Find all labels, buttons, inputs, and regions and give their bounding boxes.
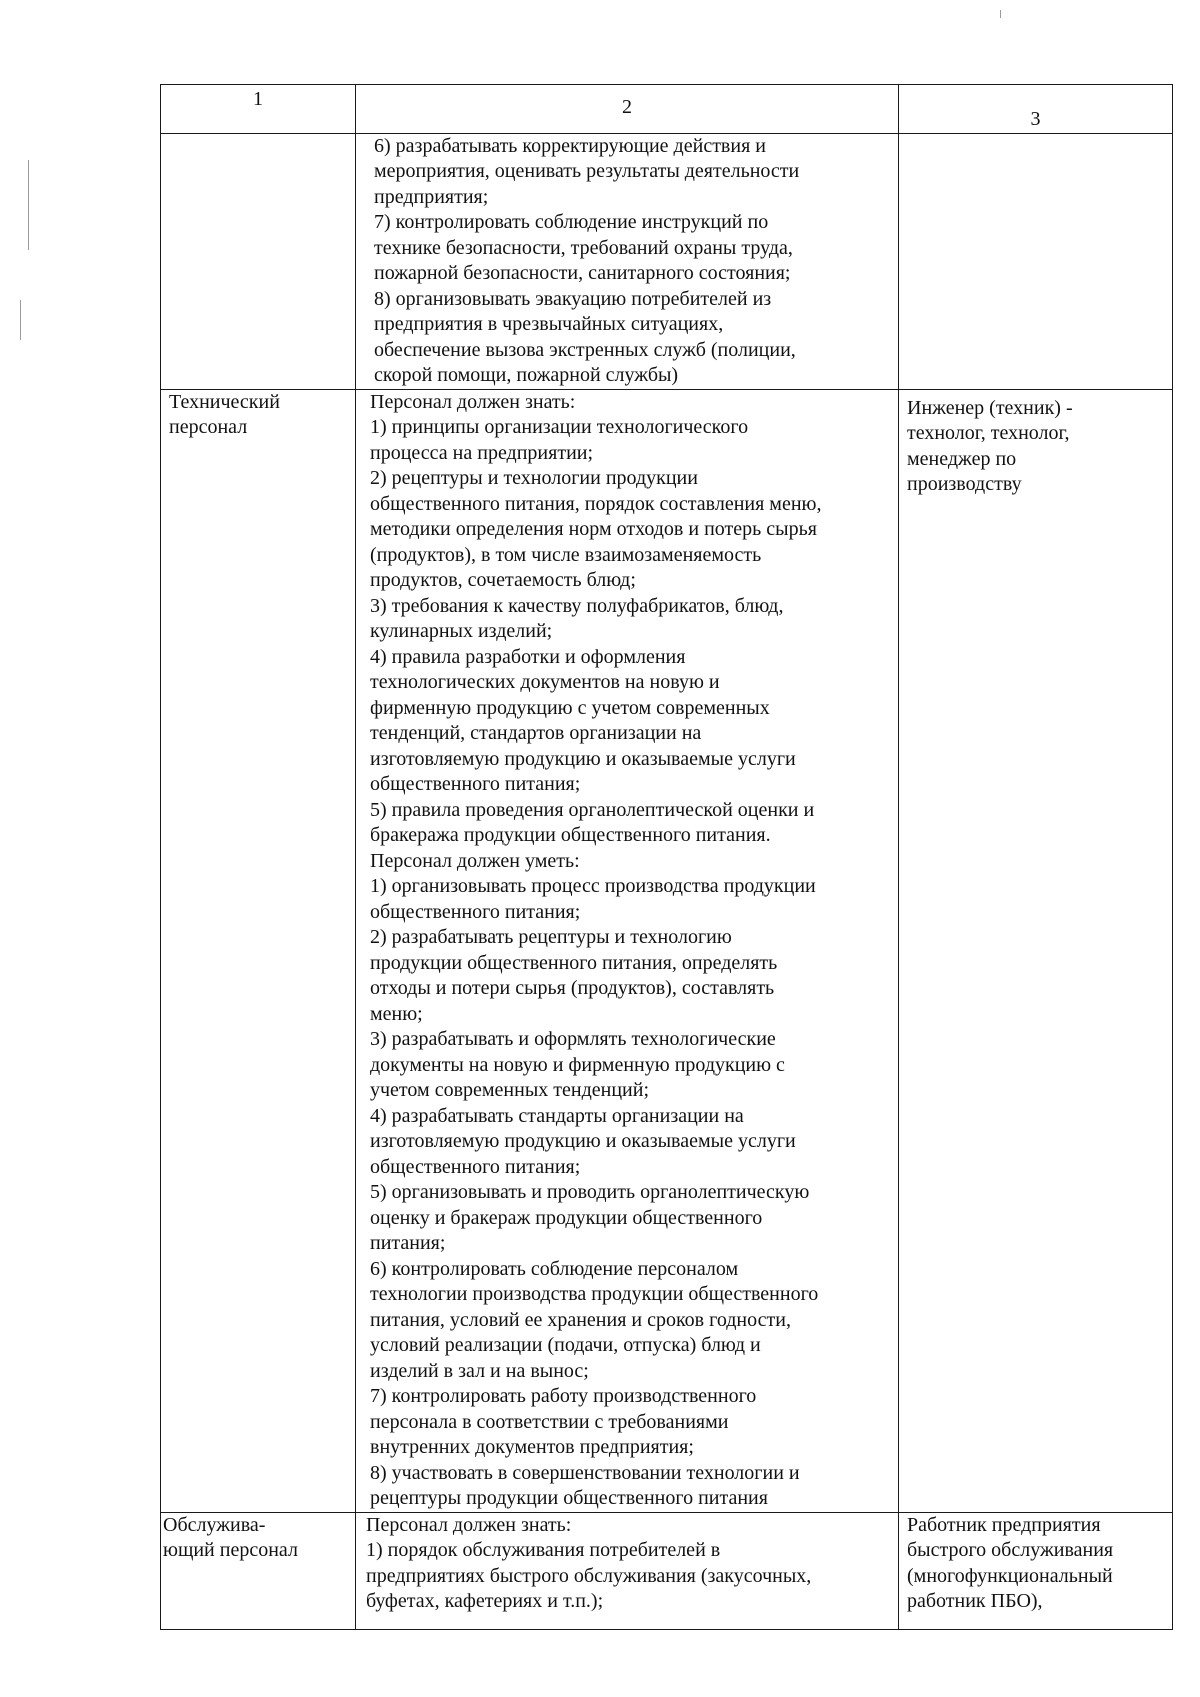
text-line: технологических документов на новую и (370, 671, 720, 693)
text-line: менеджер по (907, 447, 1017, 470)
text-line: методики определения норм отходов и потерь сырья (370, 518, 817, 540)
text-line: 2) рецептуры и технологии продукции (370, 467, 698, 489)
text-line: Персонал должен уметь: (370, 849, 580, 872)
text-line: 5) организовывать и проводить органолептическую (370, 1181, 810, 1203)
text-line: технике безопасности, требований охраны труда, (374, 236, 793, 259)
text-line: пожарной безопасности, санитарного состояния; (374, 262, 791, 284)
text-line: процесса на предприятии; (370, 441, 594, 464)
text-line: Персонал должен знать: (370, 390, 576, 413)
text-line: Обслужива- (163, 1513, 266, 1536)
header-number-2: 2 (622, 96, 632, 118)
scan-artifact (20, 300, 21, 340)
text-line: изделий в зал и на вынос; (370, 1359, 589, 1382)
text-line: 1) порядок обслуживания потребителей в (366, 1539, 721, 1561)
text-line: 8) участвовать в совершенствовании технологии и (370, 1461, 800, 1484)
text-line: отходы и потери сырья (продуктов), составлять (370, 977, 775, 999)
text-line: 6) разрабатывать корректирующие действия и (374, 134, 766, 157)
text-line: буфетах, кафетериях и т.п.); (366, 1590, 604, 1612)
header-number-3: 3 (1030, 108, 1041, 130)
competency-table (160, 84, 1173, 1630)
text-line: Инженер (техник) - (907, 396, 1073, 419)
text-line: продуктов, сочетаемость блюд; (370, 569, 636, 591)
text-line: (многофункциональный (907, 1564, 1113, 1587)
text-line: продукции общественного питания, определять (370, 951, 778, 974)
text-line: общественного питания; (370, 773, 581, 795)
staff-category-cell (161, 1512, 356, 1629)
text-line: предприятиях быстрого обслуживания (закусочных, (366, 1564, 812, 1587)
scan-artifact (28, 160, 29, 250)
text-line: технологии производства продукции общественного (370, 1283, 819, 1305)
table-row-technical-staff (161, 389, 1173, 1512)
text-line: 8) организовывать эвакуацию потребителей из (374, 287, 772, 310)
text-line: оценку и бракераж продукции общественного (370, 1206, 763, 1229)
text-line: общественного питания; (370, 900, 581, 923)
text-line: быстрого обслуживания (907, 1539, 1114, 1561)
text-line: тенденций, стандартов организации на (370, 722, 702, 744)
text-line: предприятия; (374, 185, 489, 208)
text-line: изготовляемую продукцию и оказываемые услуги (370, 747, 796, 770)
text-line: общественного питания; (370, 1155, 581, 1178)
text-line: фирменную продукцию с учетом современных (370, 696, 770, 719)
text-line: 1) организовывать процесс производства продукции (370, 875, 816, 897)
text-line: изготовляемую продукцию и оказываемые услуги (370, 1130, 796, 1152)
text-line: питания; (370, 1232, 446, 1254)
header-cell-3 (899, 85, 1173, 134)
text-line: документы на новую и фирменную продукцию с (370, 1053, 785, 1076)
header-cell-1 (161, 85, 356, 134)
text-line: 7) контролировать соблюдение инструкций по (374, 211, 769, 233)
text-line: учетом современных тенденций; (370, 1079, 650, 1101)
document-table-container (160, 84, 1172, 1630)
text-line: питания, условий ее хранения и сроков годности, (370, 1308, 791, 1331)
competencies-cell (356, 389, 899, 1512)
text-line: условий реализации (подачи, отпуска) блюд и (370, 1334, 761, 1356)
text-line: Персонал должен знать: (366, 1513, 572, 1536)
text-line: бракеража продукции общественного питания. (370, 824, 771, 846)
header-cell-2 (356, 85, 899, 134)
text-line: 7) контролировать работу производственного (370, 1385, 757, 1407)
text-line: персонал (169, 416, 248, 438)
staff-category-cell (161, 389, 356, 1512)
text-line: кулинарных изделий; (370, 620, 553, 642)
text-line: ющий персонал (163, 1539, 298, 1561)
text-line: скорой помощи, пожарной службы) (374, 364, 679, 386)
text-line: 4) разрабатывать стандарты организации на (370, 1104, 744, 1127)
header-number-1: 1 (253, 88, 263, 110)
text-line: 3) требования к качеству полуфабрикатов, блюд, (370, 594, 784, 617)
text-line: внутренних документов предприятия; (370, 1436, 694, 1458)
positions-cell (899, 133, 1173, 389)
text-line: 3) разрабатывать и оформлять технологические (370, 1028, 776, 1050)
text-line: 1) принципы организации технологического (370, 416, 749, 438)
text-line: 5) правила проведения органолептической оценки и (370, 798, 815, 821)
text-line: 4) правила разработки и оформления (370, 645, 686, 668)
text-line: Работник предприятия (907, 1513, 1101, 1536)
text-line: 6) контролировать соблюдение персоналом (370, 1257, 739, 1280)
competencies-cell (356, 1512, 899, 1629)
positions-cell (899, 389, 1173, 1512)
scan-artifact (1000, 10, 1001, 18)
table-row-continuation (161, 133, 1173, 389)
competencies-cell (356, 133, 899, 389)
text-line: работник ПБО), (907, 1590, 1043, 1612)
text-line: производству (907, 473, 1022, 495)
staff-category-cell (161, 133, 356, 389)
text-line: общественного питания, порядок составления меню, (370, 492, 822, 515)
text-line: рецептуры продукции общественного питания (370, 1487, 768, 1509)
positions-cell (899, 1512, 1173, 1629)
text-line: предприятия в чрезвычайных ситуациях, (374, 313, 724, 335)
table-row-service-staff (161, 1512, 1173, 1629)
text-line: 2) разрабатывать рецептуры и технологию (370, 926, 732, 948)
text-line: Технический (169, 390, 280, 413)
text-line: технолог, технолог, (907, 422, 1070, 444)
table-header-row (161, 85, 1173, 134)
text-line: (продуктов), в том числе взаимозаменяемость (370, 543, 762, 566)
text-line: мероприятия, оценивать результаты деятельности (374, 160, 800, 182)
text-line: персонала в соответствии с требованиями (370, 1410, 729, 1433)
text-line: обеспечение вызова экстренных служб (полиции, (374, 338, 796, 361)
text-line: меню; (370, 1002, 423, 1025)
